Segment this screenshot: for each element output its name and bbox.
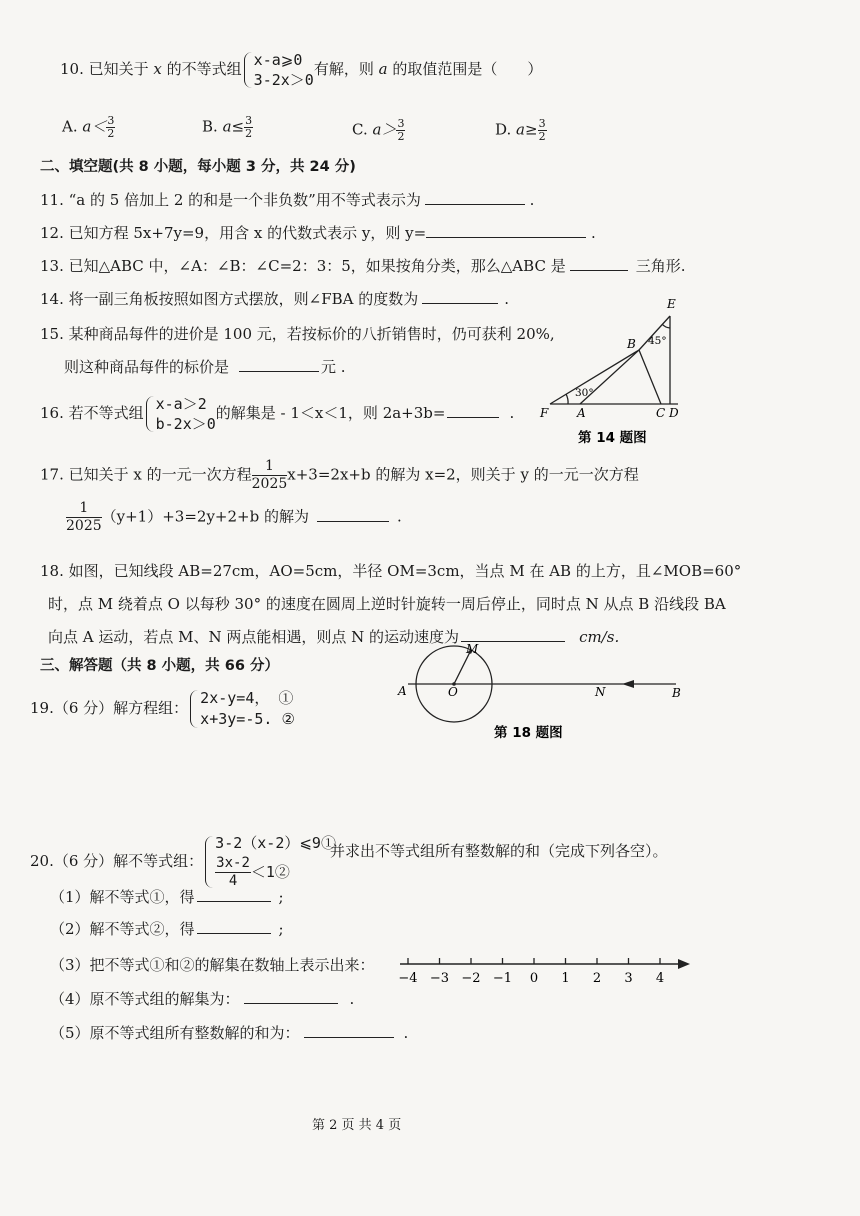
q17-fraction-2: $\frac{1}{2025}$ (66, 500, 102, 534)
q10-option-a: A. a＜ $\frac{3}{2}$ (62, 114, 115, 140)
fig18-label-m: M (466, 642, 479, 656)
q20-step-4: （4）原不等式组的解集为： . (50, 990, 355, 1008)
fig14-label-b: B (627, 337, 636, 351)
q12: 12. 已知方程 5x+7y=9，用含 x 的代数式表示 y，则 y= . (40, 224, 596, 242)
q13-answer-blank (570, 256, 628, 271)
fig14-angle-30: 30° (575, 387, 594, 399)
fig14-caption: 第 14 题图 (578, 430, 647, 446)
fig14-label-c: C (656, 406, 666, 420)
q16: 16. 若不等式组 x-a＞2 b-2x＞0 的解集是 - 1＜x＜1，则 2a+3b= . (40, 395, 515, 433)
fig14-angle-45: 45° (648, 335, 667, 347)
q20-step-2-blank (197, 919, 271, 934)
q17-fraction: $\frac{1}{2025}$ (251, 458, 288, 492)
q20-tail: 并求出不等式组所有整数解的和（完成下列各空）。 (330, 842, 668, 860)
q10-system: x-a⩾0 3-2x＞0 (242, 50, 314, 90)
q20-step-5-blank (304, 1023, 394, 1038)
figure-18 (390, 640, 700, 750)
q19-system: 2x-y=4， ① x+3y=-5. ② (188, 688, 295, 730)
q14: 14. 将一副三角板按照如图方式摆放，则∠FBA 的度数为 . (40, 290, 510, 308)
q20-step-2: （2）解不等式②，得 ; (50, 920, 284, 938)
number-line-arrow-icon (678, 959, 690, 969)
fig18-label-a: A (398, 684, 407, 698)
q14-answer-blank (422, 289, 498, 304)
number-line-tick-label: −2 (461, 971, 481, 986)
q20-step-5: （5）原不等式组所有整数解的和为： . (50, 1024, 409, 1042)
q10-option-d: D. a≥ $\frac{3}{2}$ (495, 117, 546, 143)
q19: 19.（6 分）解方程组： 2x-y=4， ① x+3y=-5. ② (30, 689, 295, 728)
number-line-tick-label: −1 (492, 971, 513, 986)
fig14-angle-arc-30 (566, 394, 568, 404)
figure-14 (530, 290, 710, 450)
number-line-tick-label: 4 (655, 971, 665, 986)
q15-line1: 15. 某种商品每件的进价是 100 元，若按标价的八折销售时，仍可获利 20%, (40, 325, 555, 343)
q17-line1: 17. 已知关于 x 的一元一次方程 $\frac{1}{2025}$ x+3=2x+b 的解为 x=2，则关于 y 的一元一次方程 (40, 458, 639, 492)
q16-answer-blank (447, 403, 499, 418)
q10-stem: 10. 已知关于 x 的不等式组 x-a⩾0 3-2x＞0 有解，则 a 的取值范围是（ ） (60, 51, 543, 89)
fig14-line-bc (639, 350, 661, 404)
q20-step-1: （1）解不等式①，得 ; (50, 888, 284, 906)
section-2-heading: 二、填空题(共 8 小题，每小题 3 分，共 24 分) (40, 159, 356, 175)
fig18-label-o: O (448, 685, 458, 699)
fig18-label-b: B (672, 686, 681, 700)
q15-answer-blank (239, 357, 319, 372)
number-line-tick-label: 1 (561, 971, 570, 986)
q10-option-b: B. a≤ $\frac{3}{2}$ (202, 114, 253, 140)
section-3-heading: 三、解答题（共 8 小题，共 66 分） (40, 658, 279, 674)
fig18-label-n: N (595, 685, 606, 699)
page-footer: 第 2 页 共 4 页 (312, 1118, 402, 1133)
q11-answer-blank (425, 190, 525, 205)
number-line-tick-label: 3 (624, 971, 633, 986)
number-line-tick-label: −4 (398, 971, 418, 986)
number-line-tick-label: 0 (529, 971, 539, 986)
fig14-label-e: E (667, 297, 676, 311)
fig14-line-fb (550, 350, 639, 404)
q15-line2: 则这种商品每件的标价是 元 . (64, 358, 346, 376)
fig14-label-f: F (540, 406, 549, 420)
number-line-tick-label: −3 (429, 971, 450, 986)
fig18-arrow-icon (622, 680, 634, 688)
q20-step-4-blank (244, 989, 338, 1004)
q10-option-c: C. a＞ $\frac{3}{2}$ (352, 117, 405, 143)
q17-answer-blank (317, 507, 389, 522)
q16-system: x-a＞2 b-2x＞0 (144, 394, 216, 434)
q18-line3: 向点 A 运动，若点 M、N 两点能相遇，则点 N 的运动速度为 cm/s. (48, 628, 620, 646)
fig14-label-d: D (669, 406, 679, 420)
q20-step-3: （3）把不等式①和②的解集在数轴上表示出来： (50, 956, 375, 974)
fig14-angle-arc-45 (662, 324, 670, 328)
q20-number-line (396, 944, 696, 988)
fig18-radius-om (454, 652, 470, 684)
q17-line2: $\frac{1}{2025}$ （y+1）+3=2y+2+b 的解为 . (66, 500, 402, 534)
q20-stem: 20.（6 分）解不等式组： 3-2（x-2）⩽9① $\frac{3x-2}{4}$ ＜1② (30, 834, 336, 889)
fig14-label-a: A (577, 406, 586, 420)
q12-answer-blank (426, 223, 586, 238)
number-line-tick-label: 2 (592, 971, 602, 986)
fig18-caption: 第 18 题图 (494, 725, 563, 741)
q20-step-1-blank (197, 887, 271, 902)
q18-line2: 时，点 M 绕着点 O 以每秒 30° 的速度在圆周上逆时针旋转一周后停止，同时点 N 从点 B 沿线段 BA (48, 595, 726, 613)
q18-line1: 18. 如图，已知线段 AB=27cm，AO=5cm，半径 OM=3cm，当点 M 在 AB 的上方，且∠MOB=60° (40, 562, 742, 580)
q20-system: 3-2（x-2）⩽9① $\frac{3x-2}{4}$ ＜1② (203, 834, 336, 890)
q11: 11. “a 的 5 倍加上 2 的和是一个非负数”用不等式表示为 . (40, 191, 535, 209)
q13: 13. 已知△ABC 中，∠A：∠B：∠C=2：3：5，如果按角分类，那么△ABC 是 三角形. (40, 257, 686, 275)
